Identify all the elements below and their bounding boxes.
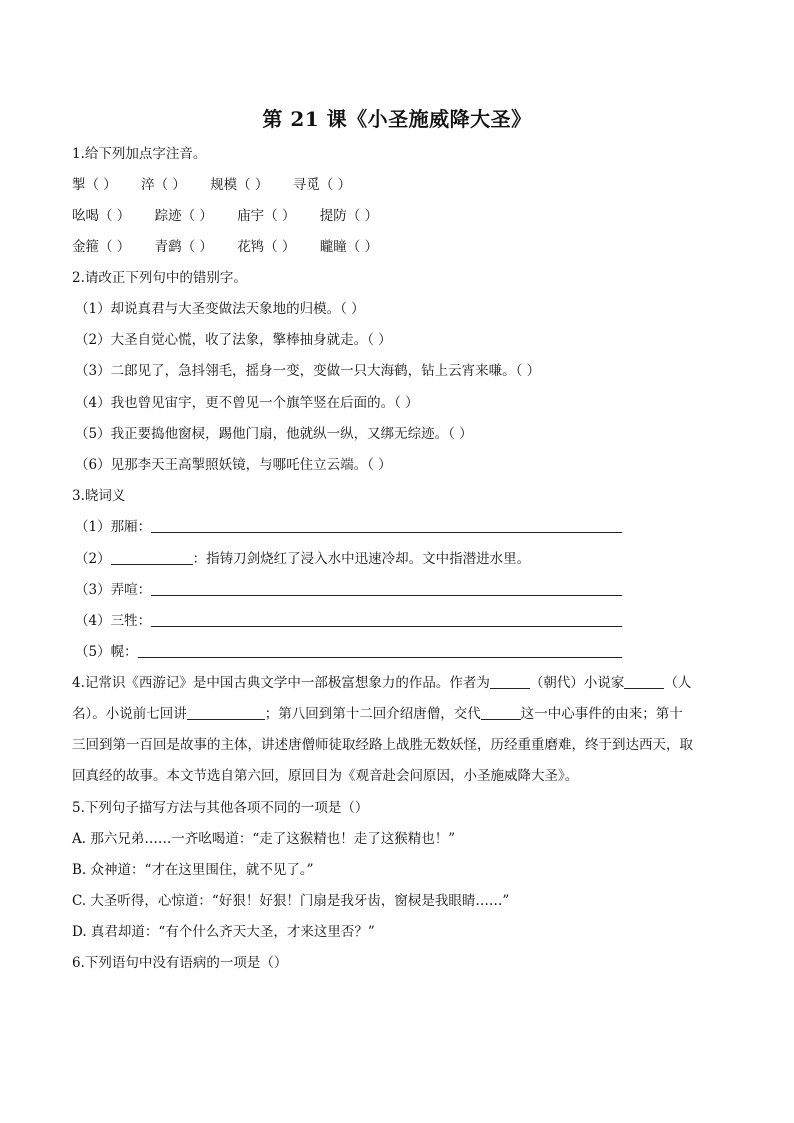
q5-option-b[interactable]: B. 众神道：“才在这里围住，就不见了。” <box>72 862 314 878</box>
answer-blank[interactable] <box>151 612 622 627</box>
answer-blank[interactable] <box>151 518 622 533</box>
q1-row <box>72 175 371 195</box>
pinyin-item: 庙宇（ ） <box>237 208 296 224</box>
q1-row <box>72 237 398 257</box>
answer-blank[interactable] <box>151 581 622 596</box>
q2-item: （3）二郎见了，急抖翎毛，摇身一变，变做一只大海鹤，钻上云宵来嗛。（ ） <box>75 363 541 379</box>
q4-text: 这一中心事件的由来；第十 <box>520 706 683 722</box>
pinyin-item: 矓瞳（ ） <box>319 239 379 255</box>
q4-line <box>72 673 691 693</box>
q2-item: （4）我也曾见宙宇，更不曾见一个旗竿竖在后面的。（ ） <box>75 395 419 411</box>
q2-item: （6）见那李天王高掣照妖镜，与哪吒住立云端。（ ） <box>75 457 392 473</box>
q4-line: 回真经的故事。本文节选自第六回，原回目为《观音赴会问原因，小圣施威降大圣》。 <box>72 768 579 784</box>
q4-text: （朝代）小说家 <box>529 675 625 691</box>
q1-row <box>72 206 398 226</box>
answer-blank[interactable] <box>187 705 265 720</box>
pinyin-item: 提防（ ） <box>319 208 379 224</box>
q4-text: ；第八回到第十二回介绍唐僧，交代 <box>264 706 481 722</box>
answer-blank[interactable] <box>111 550 193 565</box>
pinyin-item: 寻觅（ ） <box>292 177 352 193</box>
q3-definition: ：指铸刀剑烧红了浸入水中迅速冷却。文中指潜进水里。 <box>192 551 531 567</box>
pinyin-item: 掣（ ） <box>72 177 117 193</box>
q2-item: （1）却说真君与大圣变做法天象地的归模。（ ） <box>75 301 365 317</box>
q3-term: （1）那厢： <box>75 519 152 535</box>
q5-option-d[interactable]: D. 真君却道：“有个什么齐天大圣，才来这里否？” <box>72 924 375 940</box>
answer-blank[interactable] <box>481 705 521 720</box>
q4-text: （人 <box>664 675 692 691</box>
answer-blank[interactable] <box>624 674 664 689</box>
q3-term: （2） <box>75 551 111 567</box>
q3-term: （5）幌： <box>75 644 138 660</box>
q3-item <box>75 642 622 662</box>
q2-heading: 2.请改正下列句中的错别字。 <box>72 270 247 286</box>
q5-heading: 5.下列句子描写方法与其他各项不同的一项是（） <box>72 800 369 816</box>
q2-item: （2）大圣自觉心慌，收了法象，擎棒抽身就走。（ ） <box>75 332 392 348</box>
lesson-title: 第 21 课《小圣施威降大圣》 <box>262 107 532 131</box>
q4-line: 三回到第一百回是故事的主体，讲述唐僧师徒取经路上战胜无数妖怪，历经重重磨难，终于到达西天，取 <box>72 737 693 753</box>
q3-item <box>75 517 622 537</box>
q3-item <box>75 611 622 631</box>
pinyin-item: 花鸨（ ） <box>237 239 296 255</box>
q3-item <box>75 580 622 600</box>
answer-blank[interactable] <box>490 674 530 689</box>
pinyin-item: 规模（ ） <box>210 177 269 193</box>
pinyin-item: 淬（ ） <box>141 177 186 193</box>
q4-text: 名）。小说前七回讲 <box>72 706 187 722</box>
q6-heading: 6.下列语句中没有语病的一项是（） <box>72 955 288 971</box>
pinyin-item: 吆喝（ ） <box>72 208 131 224</box>
q3-heading: 3.晓词义 <box>72 488 126 504</box>
q3-term: （3）弄喧： <box>75 582 152 598</box>
pinyin-item: 青鹞（ ） <box>154 239 213 255</box>
q4-text: 4.记常识《西游记》是中国古典文学中一部极富想象力的作品。作者为 <box>72 675 490 691</box>
q4-line <box>72 704 683 724</box>
pinyin-item: 踪迹（ ） <box>154 208 213 224</box>
q2-item: （5）我正要捣他窗棂，踢他门扇，他就纵一纵，又绑无综迹。（ ） <box>75 426 473 442</box>
answer-blank[interactable] <box>138 643 622 658</box>
q1-heading: 1.给下列加点字注音。 <box>72 146 207 162</box>
q5-option-c[interactable]: C. 大圣听得，心惊道：“好狠！好狠！门扇是我牙齿，窗棂是我眼睛……” <box>72 893 510 909</box>
pinyin-item: 金箍（ ） <box>72 239 131 255</box>
q5-option-a[interactable]: A. 那六兄弟……一齐吆喝道：“走了这猴精也！走了这猴精也！” <box>72 831 456 847</box>
q3-term: （4）三牲： <box>75 613 152 629</box>
q3-item <box>75 549 530 569</box>
